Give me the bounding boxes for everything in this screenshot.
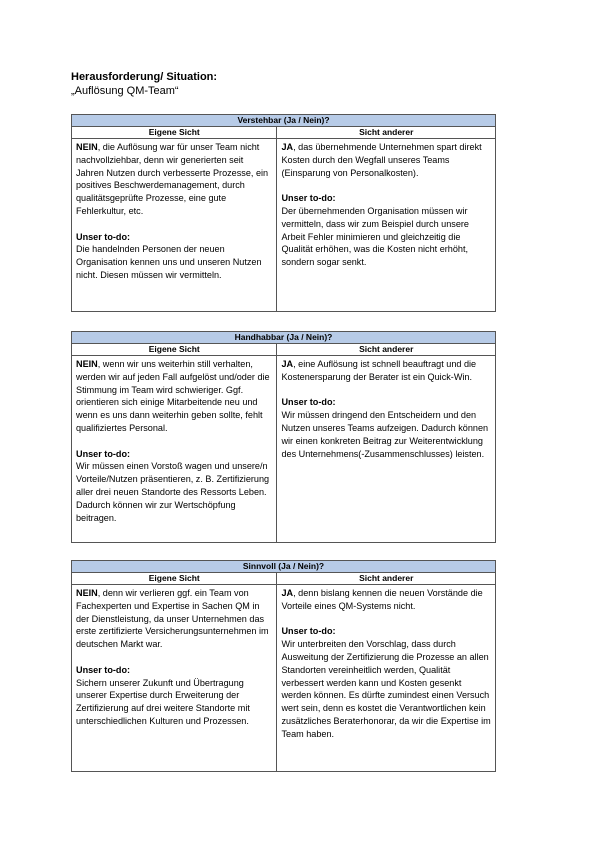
other-todo-text: Wir unterbreiten den Vorschlag, dass durch Ausweitung der Zertifizierung die Prozesse an allen Standorten vereinheitlich werden, Qualität verbessert werden kann und Kosten gesenkt werden können. Es dürfte zumindest einen Versuch wert sein, denn es kostet die Verantwortlichen kein zusätzliches Beraterhonorar, da wir die Expertise im Team haben. [281, 639, 491, 739]
own-todo-label: Unser to-do: [76, 664, 131, 675]
own-view-cell [72, 139, 277, 312]
own-view-cell [72, 585, 277, 772]
own-todo-label: Unser to-do: [76, 448, 131, 459]
heading-title: Herausforderung/ Situation: [71, 71, 218, 83]
section-title: Handhabbar (Ja / Nein)? [72, 332, 496, 344]
own-verdict: NEIN [76, 588, 98, 598]
other-text: , denn bislang kennen die neuen Vorstände die Vorteile eines QM-Systems nicht. [281, 588, 483, 611]
own-text: , denn wir verlieren ggf. ein Team von Fachexperten und Expertise in Sachen QM in der Dienstleistung, da unser Unternehmen das erste zertifizierte Versicherungsunternehmen im deutschen Markt war. [76, 588, 269, 650]
column-header-other: Sicht anderer [277, 127, 496, 139]
other-verdict: JA [281, 588, 294, 598]
own-text: , die Auflösung war für unser Team nicht nachvollziehbar, denn wir generierten seit Jahren Nutzen durch verbesserte Prozesse, ein positives Beschwerdemanagement, durch qualitätsgeprüfte Prozesse, eine gute Fehlerkultur, etc. [76, 142, 269, 216]
column-header-other: Sicht anderer [277, 344, 496, 356]
document-heading [71, 70, 217, 98]
other-text: , das übernehmende Unternehmen spart direkt Kosten durch den Wegfall unseres Teams (Einsparung von Personalkosten). [281, 142, 482, 178]
other-text: , eine Auflösung ist schnell beauftragt und die Kostenersparung der Berater ist ein Quick-Win. [281, 359, 477, 382]
column-header-own: Eigene Sicht [72, 127, 277, 139]
own-todo-text: Wir müssen einen Vorstoß wagen und unsere/n Vorteile/Nutzen präsentieren, z. B. Zertifizierung aller drei neuen Standorte des Ressorts Leben. Dadurch können wir zur Wertschöpfung beitragen. [76, 461, 270, 523]
own-view-cell [72, 356, 277, 543]
other-verdict: JA [281, 142, 294, 152]
section-verstehbar [71, 114, 496, 312]
own-text: , wenn wir uns weiterhin still verhalten, werden wir auf jeden Fall aufgelöst und/oder die Stimmung im Team wird schwieriger. Ggf. orientieren sich einige Mitarbeitende neu und wenn es uns dann weiterhin geben sollte, fehlt qualifiziertes Personal. [76, 359, 270, 433]
own-todo-label: Unser to-do: [76, 231, 131, 242]
other-verdict: JA [281, 359, 294, 369]
own-verdict: NEIN [76, 359, 98, 369]
column-header-other: Sicht anderer [277, 573, 496, 585]
other-todo-text: Wir müssen dringend den Entscheidern und den Nutzen unseres Teams aufzeigen. Dadurch können wir einen konkreten Beitrag zur Weiterentwicklung des Unternehmens(-Zusammenschlusses) leisten. [281, 410, 489, 459]
column-header-own: Eigene Sicht [72, 344, 277, 356]
own-todo-text: Die handelnden Personen der neuen Organisation kennen uns und unseren Nutzen nicht. Diesen müssen wir vermitteln. [76, 244, 262, 280]
other-view-cell [277, 139, 496, 312]
column-header-own: Eigene Sicht [72, 573, 277, 585]
other-todo-label: Unser to-do: [281, 193, 336, 204]
other-todo-label: Unser to-do: [281, 626, 336, 637]
section-handhabbar [71, 331, 496, 543]
other-view-cell [277, 585, 496, 772]
other-todo-text: Der übernehmenden Organisation müssen wir vermitteln, dass wir zum Beispiel durch unsere Arbeit Fehler minimieren und gleichzeitig die Qualität erhöhen, was die Kosten nicht erhöht, sondern sogar senkt. [281, 205, 469, 268]
other-todo-label: Unser to-do: [281, 397, 336, 408]
section-title: Sinnvoll (Ja / Nein)? [72, 561, 496, 573]
own-todo-text: Sichern unserer Zukunft und Übertragung unserer Expertise durch Erweiterung der Zertifizierung auf drei weitere Standorte mit unterschiedlichen Kulturen und Prozessen. [76, 677, 250, 726]
section-sinnvoll [71, 560, 496, 772]
other-view-cell [277, 356, 496, 543]
own-verdict: NEIN [76, 142, 98, 152]
heading-subtitle: „Auflösung QM-Team“ [71, 85, 179, 97]
section-title: Verstehbar (Ja / Nein)? [72, 115, 496, 127]
